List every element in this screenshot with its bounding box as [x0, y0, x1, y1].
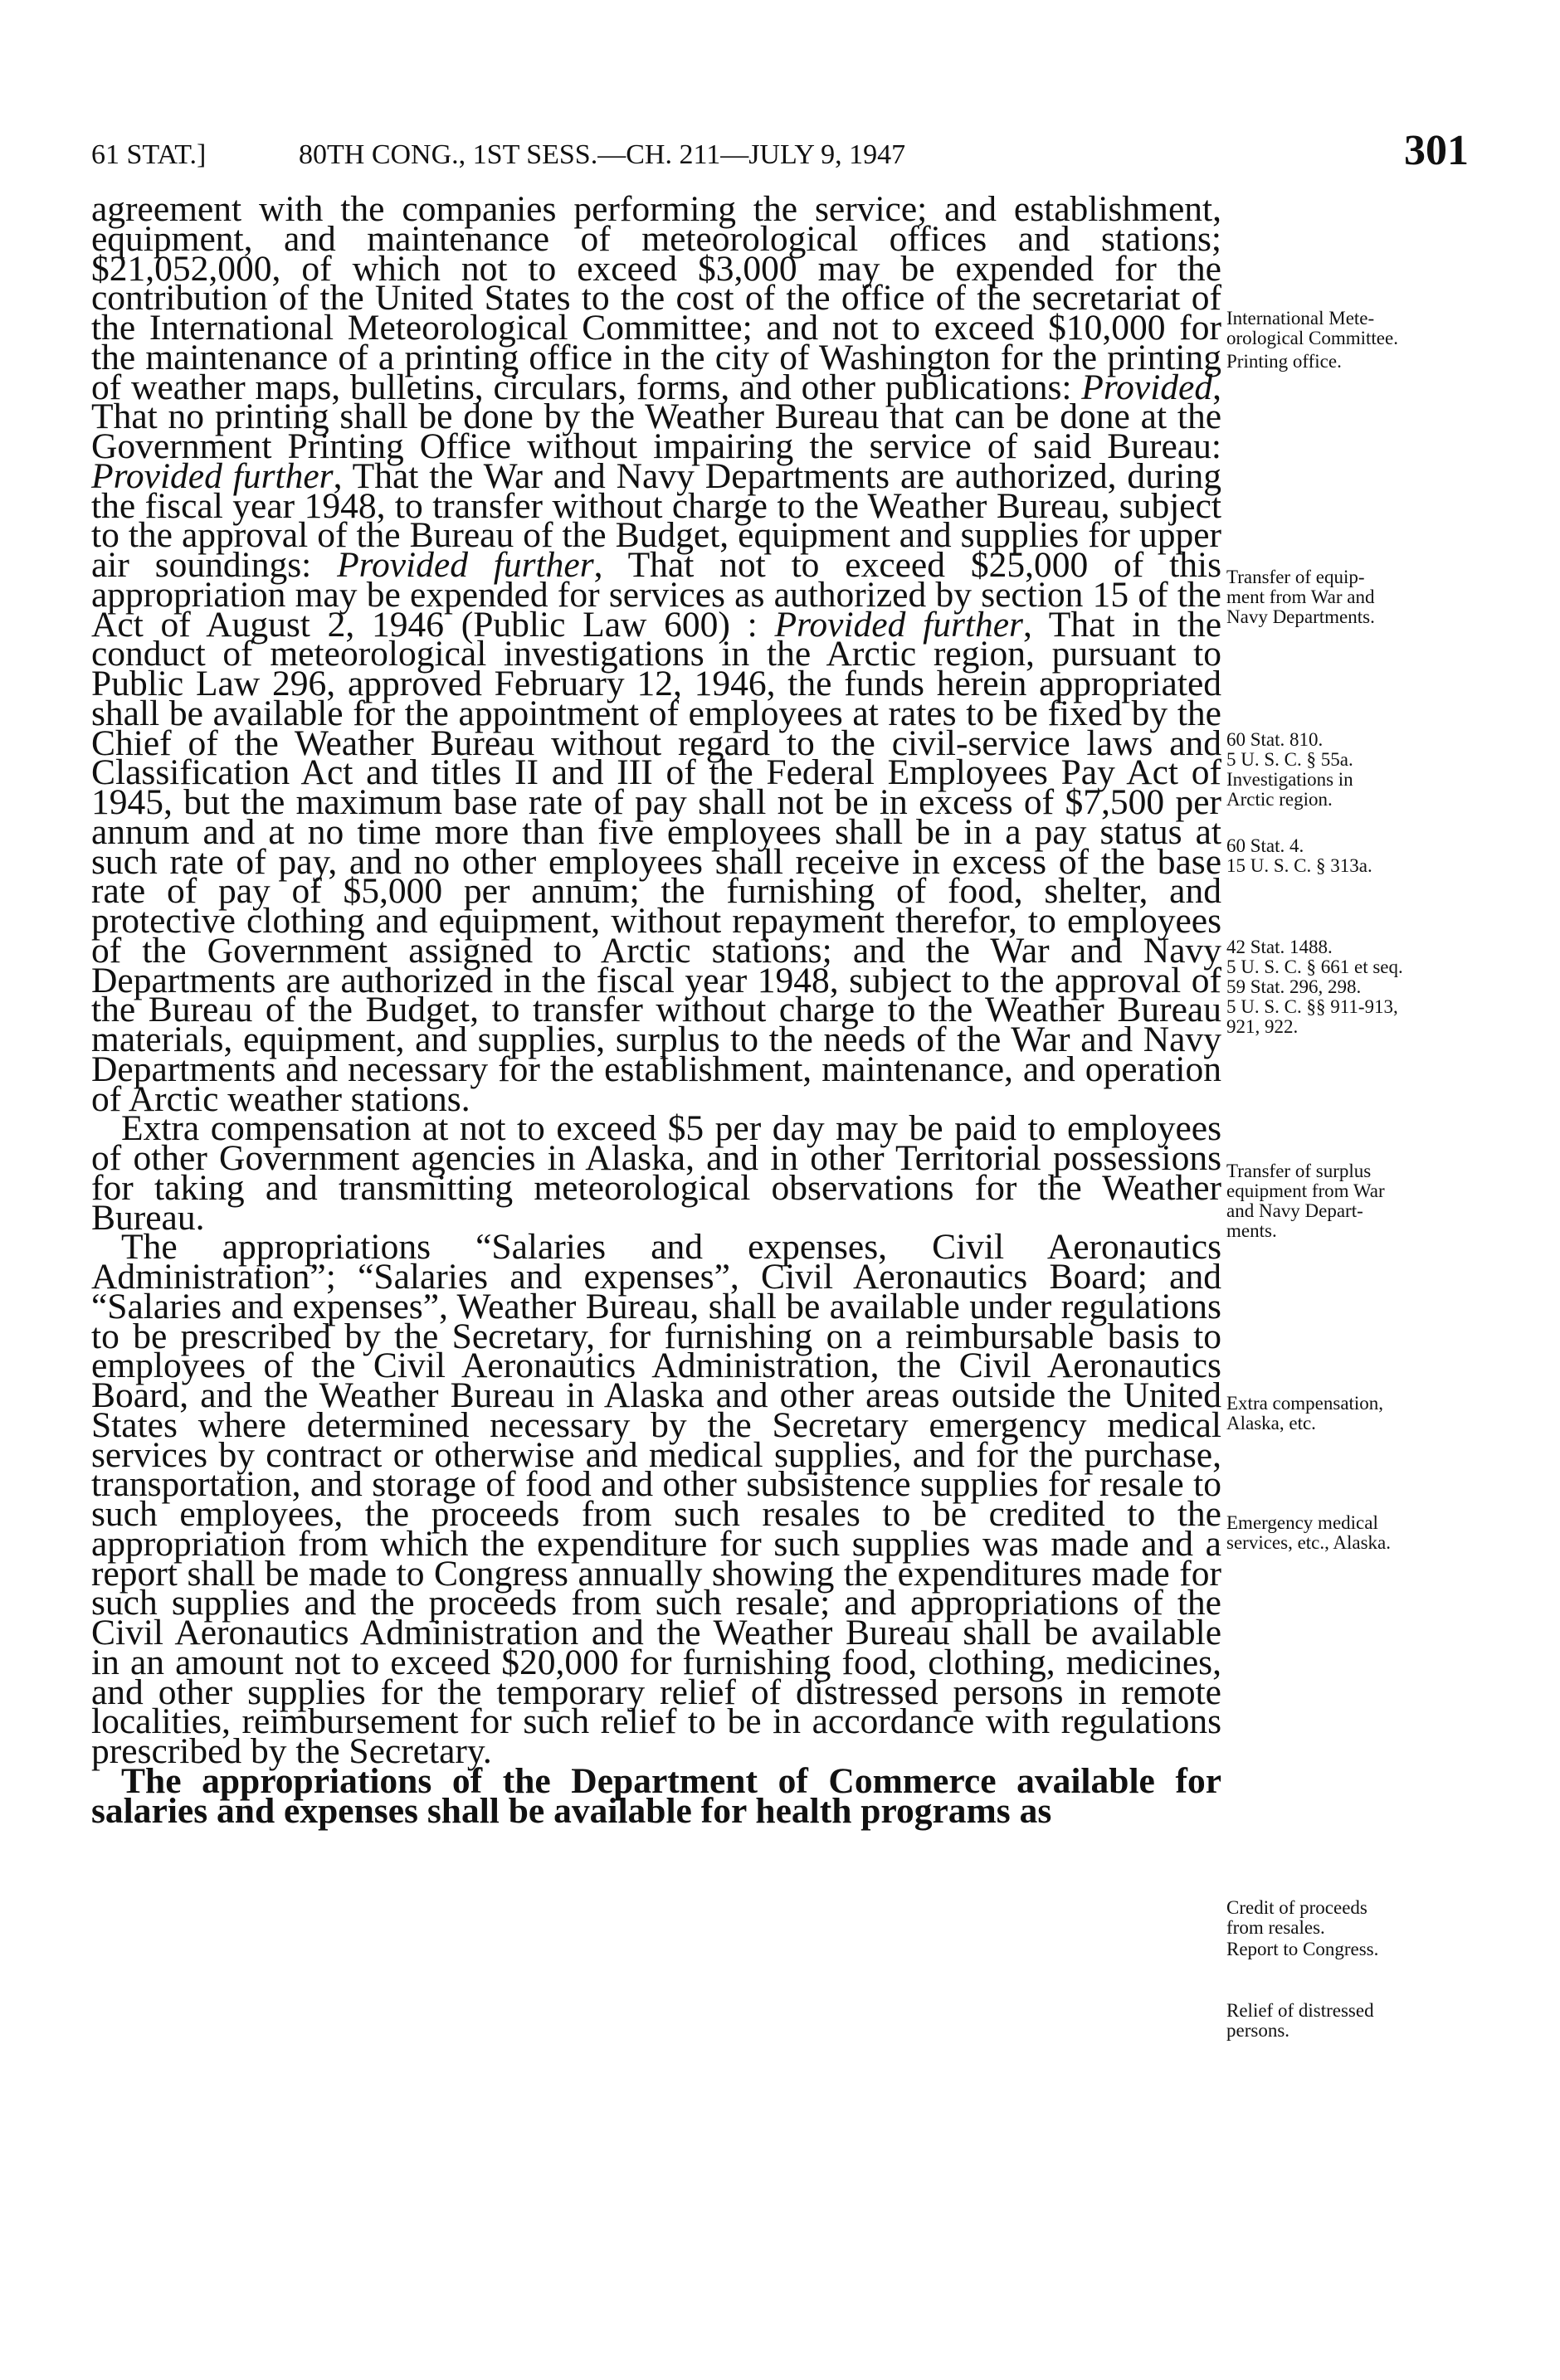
margin-note-line: Report to Congress. — [1226, 1939, 1379, 1959]
margin-note-line: 42 Stat. 1488. — [1226, 937, 1333, 957]
margin-note-line: 60 Stat. 810. — [1226, 729, 1324, 750]
italic-proviso: Provided further — [337, 545, 594, 585]
paragraph-health-programs: The appropriations of the Department of Commerce available for salaries and expenses shall be available for health programs as — [91, 1760, 1221, 1831]
margin-note — [1226, 1161, 1484, 1241]
paragraph-extra-compensation: Extra compensation at not to exceed $5 per day may be paid to employees of other Government agencies in Alaska, and in other Territorial possessions for taking and transmitting meteorological observations for the Weather Bureau. — [91, 1108, 1221, 1238]
margin-note-line: and Navy Depart- — [1226, 1200, 1363, 1221]
italic-proviso: Provided further — [774, 604, 1023, 645]
margin-note-line: Investigations in — [1226, 769, 1353, 790]
main-text — [91, 189, 1222, 1831]
session-chapter-date: 80TH CONG., 1ST SESS.—CH. 211—JULY 9, 1947 — [299, 139, 906, 170]
margin-note-line: 5 U. S. C. § 661 et seq. — [1226, 956, 1403, 977]
margin-note-line: 15 U. S. C. § 313a. — [1226, 855, 1372, 876]
margin-note — [1226, 937, 1484, 1037]
text-run: , That the War and Navy Departments are authorized, during the fiscal year 1948, to transfer without charge to the Weather Bureau, subject to the approval of the Bureau of the Budget, equipment and supplies for upper air soundings: — [91, 455, 1221, 585]
margin-note-line: Arctic region. — [1226, 789, 1333, 810]
margin-note-line: Printing office. — [1226, 351, 1342, 372]
text-run: , That not to exceed $25,000 of this appropriation may be expended for services as authorized by section 15 of the Act of August 2, 1946 (Public Law 600) : — [91, 545, 1221, 645]
margin-note-line: 60 Stat. 4. — [1226, 835, 1304, 856]
running-header — [91, 124, 1469, 174]
text-run: agreement with the companies performing the service; and establishment, equipment, and maintenance of meteorological offices and stations; $21,052,000, of which not to exceed $3,000 may be expended for the contribution of the United States to the cost of the office of the secretariat of the International Meteorological Committee; and not to exceed $10,000 for the maintenance of a printing office in the city of Washington for the printing of weather maps, bulletins, circulars, forms, and other publications: — [91, 189, 1221, 407]
text-run: , That no printing shall be done by the Weather Bureau that can be done at the Government Printing Office without impairing the service of said Bureau: — [91, 367, 1221, 466]
margin-note-line: services, etc., Alaska. — [1226, 1532, 1391, 1553]
margin-note — [1226, 1940, 1484, 1959]
margin-note — [1226, 730, 1484, 770]
margin-note-line: 5 U. S. C. § 55a. — [1226, 749, 1353, 770]
text-run: , That in the conduct of meteorological investigations in the Arctic region, pursuant to Public Law 296, approved February 12, 1946, the funds herein appropriated shall be available for the appointment of employees at rates to be fixed by the Chief of the Weather Bureau without regard to the civil-service laws and Classification Act and titles II and III of the Federal Employees Pay Act of 1945, but the maximum base rate of pay shall not be in excess of $7,500 per annum and at no time more than five employees shall be in a pay status at such rate of pay, and no other employees shall receive in excess of the base rate of pay of $5,000 per annum; the furnishing of food, shelter, and protective clothing and equipment, without repayment therefor, to employees of the Government assigned to Arctic stations; and the War and Navy Departments are authorized in the fiscal year 1948, subject to the approval of the Bureau of the Budget, to transfer without charge to the Weather Bureau materials, equipment, and supplies, surplus to the needs of the War and Navy Departments and necessary for the establishment, maintenance, and operation of Arctic weather stations. — [91, 604, 1222, 1119]
margin-note-line: Transfer of equip- — [1226, 567, 1365, 587]
margin-note-line: 921, 922. — [1226, 1016, 1299, 1037]
margin-note-line: from resales. — [1226, 1917, 1325, 1938]
page-number: 301 — [1404, 127, 1469, 174]
margin-note-line: 5 U. S. C. §§ 911-913, — [1226, 996, 1398, 1017]
margin-note — [1226, 1898, 1484, 1938]
margin-note — [1226, 309, 1484, 348]
margin-note-line: Relief of distressed — [1226, 2000, 1374, 2021]
margin-note-line: persons. — [1226, 2020, 1290, 2041]
margin-note-line: Navy Departments. — [1226, 606, 1375, 627]
margin-note-line: 59 Stat. 296, 298. — [1226, 976, 1362, 997]
margin-note-line: Extra compensation, — [1226, 1393, 1384, 1414]
margin-note — [1226, 567, 1484, 627]
margin-note-line: Transfer of surplus — [1226, 1161, 1372, 1181]
margin-note — [1226, 1394, 1484, 1433]
margin-note-line: Credit of proceeds — [1226, 1897, 1367, 1918]
margin-note-line: ments. — [1226, 1220, 1277, 1241]
margin-note — [1226, 1513, 1484, 1553]
volume-citation: 61 STAT.] — [91, 139, 207, 170]
margin-note — [1226, 836, 1484, 876]
margin-note-line: ment from War and — [1226, 586, 1375, 607]
margin-note-line: equipment from War — [1226, 1180, 1385, 1201]
italic-proviso: Provided — [1081, 367, 1213, 407]
italic-proviso: Provided further — [91, 455, 334, 496]
margin-note — [1226, 2001, 1484, 2041]
margin-note-line: orological Committee. — [1226, 328, 1398, 348]
margin-note-line: Alaska, etc. — [1226, 1413, 1316, 1433]
margin-note — [1226, 770, 1484, 810]
paragraph-weather-bureau-appropriation — [91, 189, 1222, 1119]
margin-note-line: International Mete- — [1226, 308, 1375, 329]
paragraph-emergency-services: The appropriations “Salaries and expenses, Civil Aeronautics Administration”; “Salaries and expenses”, Civil Aeronautics Board; and “Salaries and expenses”, Weather Bureau, shall be available under regulations to be prescribed by the Secretary, for furnishing on a reimbursable basis to employees of the Civil Aeronautics Administration, the Civil Aeronautics Board, and the Weather Bureau in Alaska and other areas outside the United States where determined necessary by the Secretary emergency medical services by contract or otherwise and medical supplies, and for the purchase, transportation, and storage of food and other subsistence supplies for resale to such employees, the proceeds from such resales to be credited to the appropriation from which the expenditure for such supplies was made and a report shall be made to Congress annually showing the expenditures made for such supplies and the proceeds from such resale; and appropriations of the Civil Aeronautics Administration and the Weather Bureau shall be available in an amount not to exceed $20,000 for furnishing food, clothing, medicines, and other supplies for the temporary relief of distressed persons in remote localities, reimbursement for such relief to be in accordance with regulations prescribed by the Secretary. — [91, 1227, 1221, 1771]
margin-note — [1226, 352, 1484, 372]
margin-note-line: Emergency medical — [1226, 1512, 1378, 1533]
